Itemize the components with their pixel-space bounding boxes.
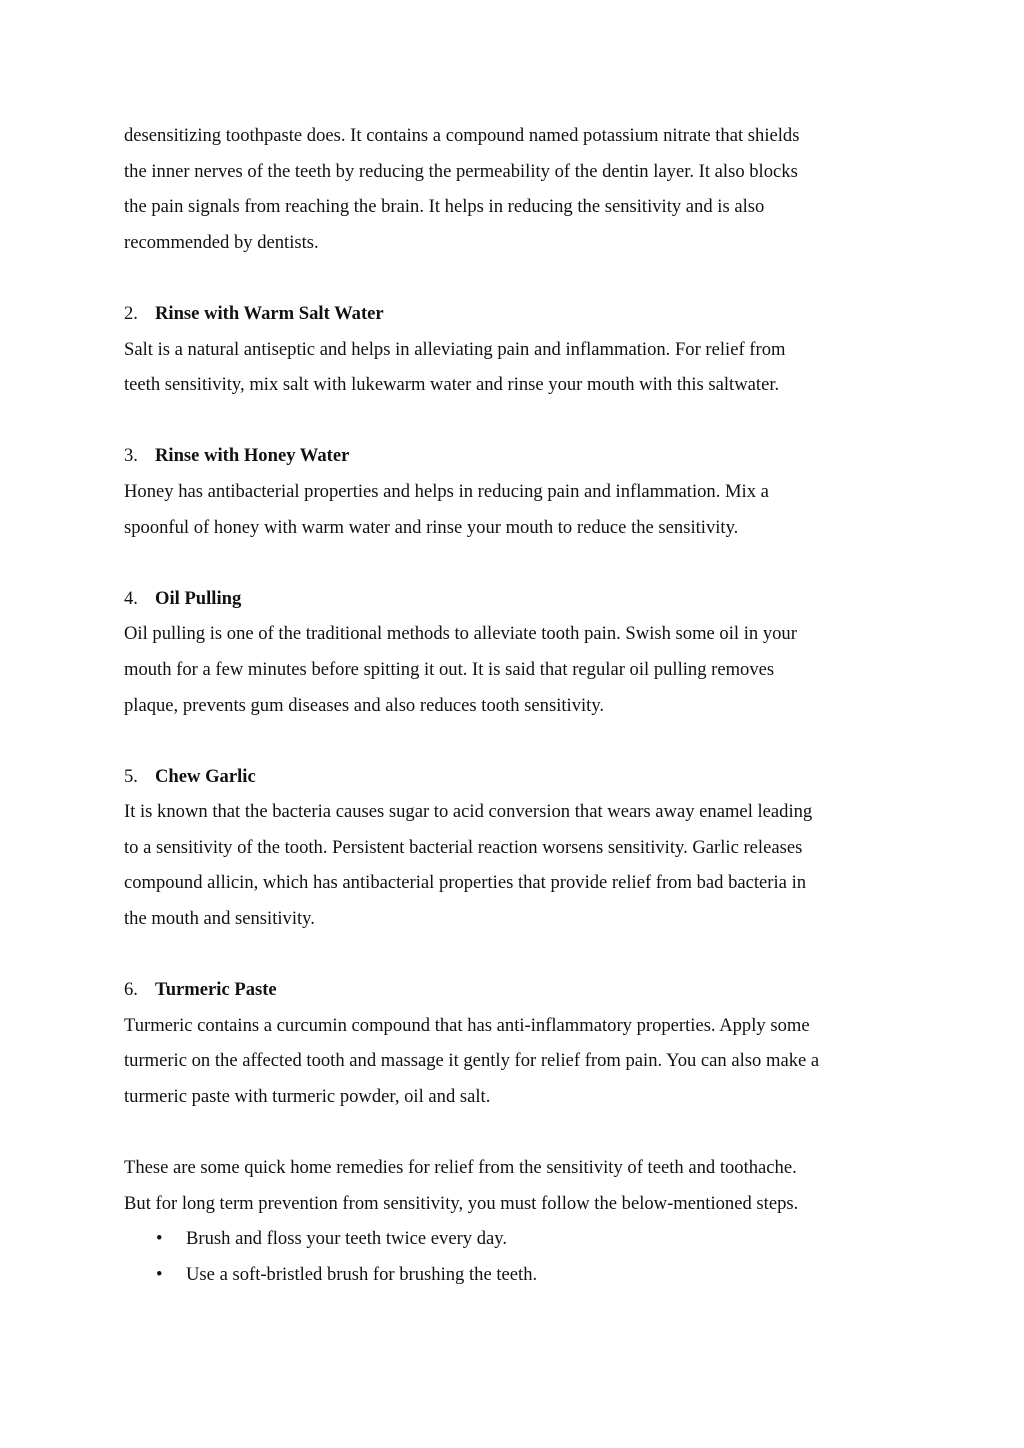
paragraph-line: turmeric paste with turmeric powder, oil and salt. [124, 1086, 491, 1108]
paragraph-line: But for long term prevention from sensitivity, you must follow the below-mentioned steps. [124, 1192, 799, 1214]
spacer [124, 260, 914, 296]
section-title: Rinse with Warm Salt Water [155, 302, 384, 324]
closing-paragraph [124, 1150, 914, 1221]
section-oil-pulling [124, 581, 914, 723]
section-salt-water [124, 296, 914, 403]
spacer [124, 937, 914, 973]
list-item [124, 1257, 914, 1293]
spacer [124, 545, 914, 581]
list-item [124, 1221, 914, 1257]
section-number: 4. [124, 587, 138, 609]
paragraph-line: Salt is a natural antiseptic and helps in alleviating pain and inflammation. For relief from [124, 338, 786, 360]
paragraph-line: compound allicin, which has antibacterial properties that provide relief from bad bacteria in [124, 872, 807, 894]
paragraph-line: mouth for a few minutes before spitting it out. It is said that regular oil pulling removes [124, 658, 775, 680]
section-title: Chew Garlic [155, 765, 256, 787]
section-heading [124, 296, 914, 332]
paragraph-line: teeth sensitivity, mix salt with lukewarm water and rinse your mouth with this saltwater. [124, 374, 780, 396]
section-turmeric-paste [124, 972, 914, 1114]
list-item-text: Use a soft-bristled brush for brushing the teeth. [186, 1264, 538, 1285]
section-heading [124, 759, 914, 795]
intro-paragraph [124, 118, 914, 260]
section-number: 6. [124, 979, 138, 1001]
section-title: Turmeric Paste [155, 979, 277, 1001]
paragraph-line: desensitizing toothpaste does. It contains a compound named potassium nitrate that shields [124, 125, 800, 146]
bullet-icon: • [156, 1264, 163, 1285]
paragraph-line: Honey has antibacterial properties and helps in reducing pain and inflammation. Mix a [124, 480, 769, 502]
paragraph-line: recommended by dentists. [124, 231, 319, 253]
paragraph-line: Oil pulling is one of the traditional methods to alleviate tooth pain. Swish some oil in your [124, 623, 797, 645]
section-heading [124, 438, 914, 474]
section-number: 2. [124, 302, 138, 324]
section-chew-garlic [124, 759, 914, 937]
spacer [124, 723, 914, 759]
prevention-list [124, 1221, 914, 1292]
paragraph-line: the pain signals from reaching the brain. It helps in reducing the sensitivity and is also [124, 196, 765, 218]
paragraph-line: the mouth and sensitivity. [124, 908, 315, 930]
list-item-text: Brush and floss your teeth twice every day. [186, 1228, 507, 1250]
paragraph-line: the inner nerves of the teeth by reducing the permeability of the dentin layer. It also blocks [124, 160, 798, 182]
section-number: 5. [124, 765, 138, 787]
paragraph-line: plaque, prevents gum diseases and also reduces tooth sensitivity. [124, 694, 605, 716]
section-heading [124, 972, 914, 1008]
spacer [124, 403, 914, 439]
document-page [124, 118, 914, 1293]
section-heading [124, 581, 914, 617]
paragraph-line: Turmeric contains a curcumin compound that has anti-inflammatory properties. Apply some [124, 1014, 810, 1036]
paragraph-line: It is known that the bacteria causes sugar to acid conversion that wears away enamel leading [124, 801, 813, 823]
spacer [124, 1115, 914, 1151]
paragraph-line: spoonful of honey with warm water and rinse your mouth to reduce the sensitivity. [124, 516, 739, 538]
paragraph-line: turmeric on the affected tooth and massage it gently for relief from pain. You can also make a [124, 1050, 820, 1072]
section-number: 3. [124, 445, 138, 467]
bullet-icon: • [156, 1228, 163, 1250]
section-honey-water [124, 438, 914, 545]
section-title: Oil Pulling [155, 587, 242, 609]
section-title: Rinse with Honey Water [155, 445, 350, 467]
paragraph-line: These are some quick home remedies for relief from the sensitivity of teeth and toothache. [124, 1157, 797, 1179]
paragraph-line: to a sensitivity of the tooth. Persistent bacterial reaction worsens sensitivity. Garlic releases [124, 836, 803, 858]
